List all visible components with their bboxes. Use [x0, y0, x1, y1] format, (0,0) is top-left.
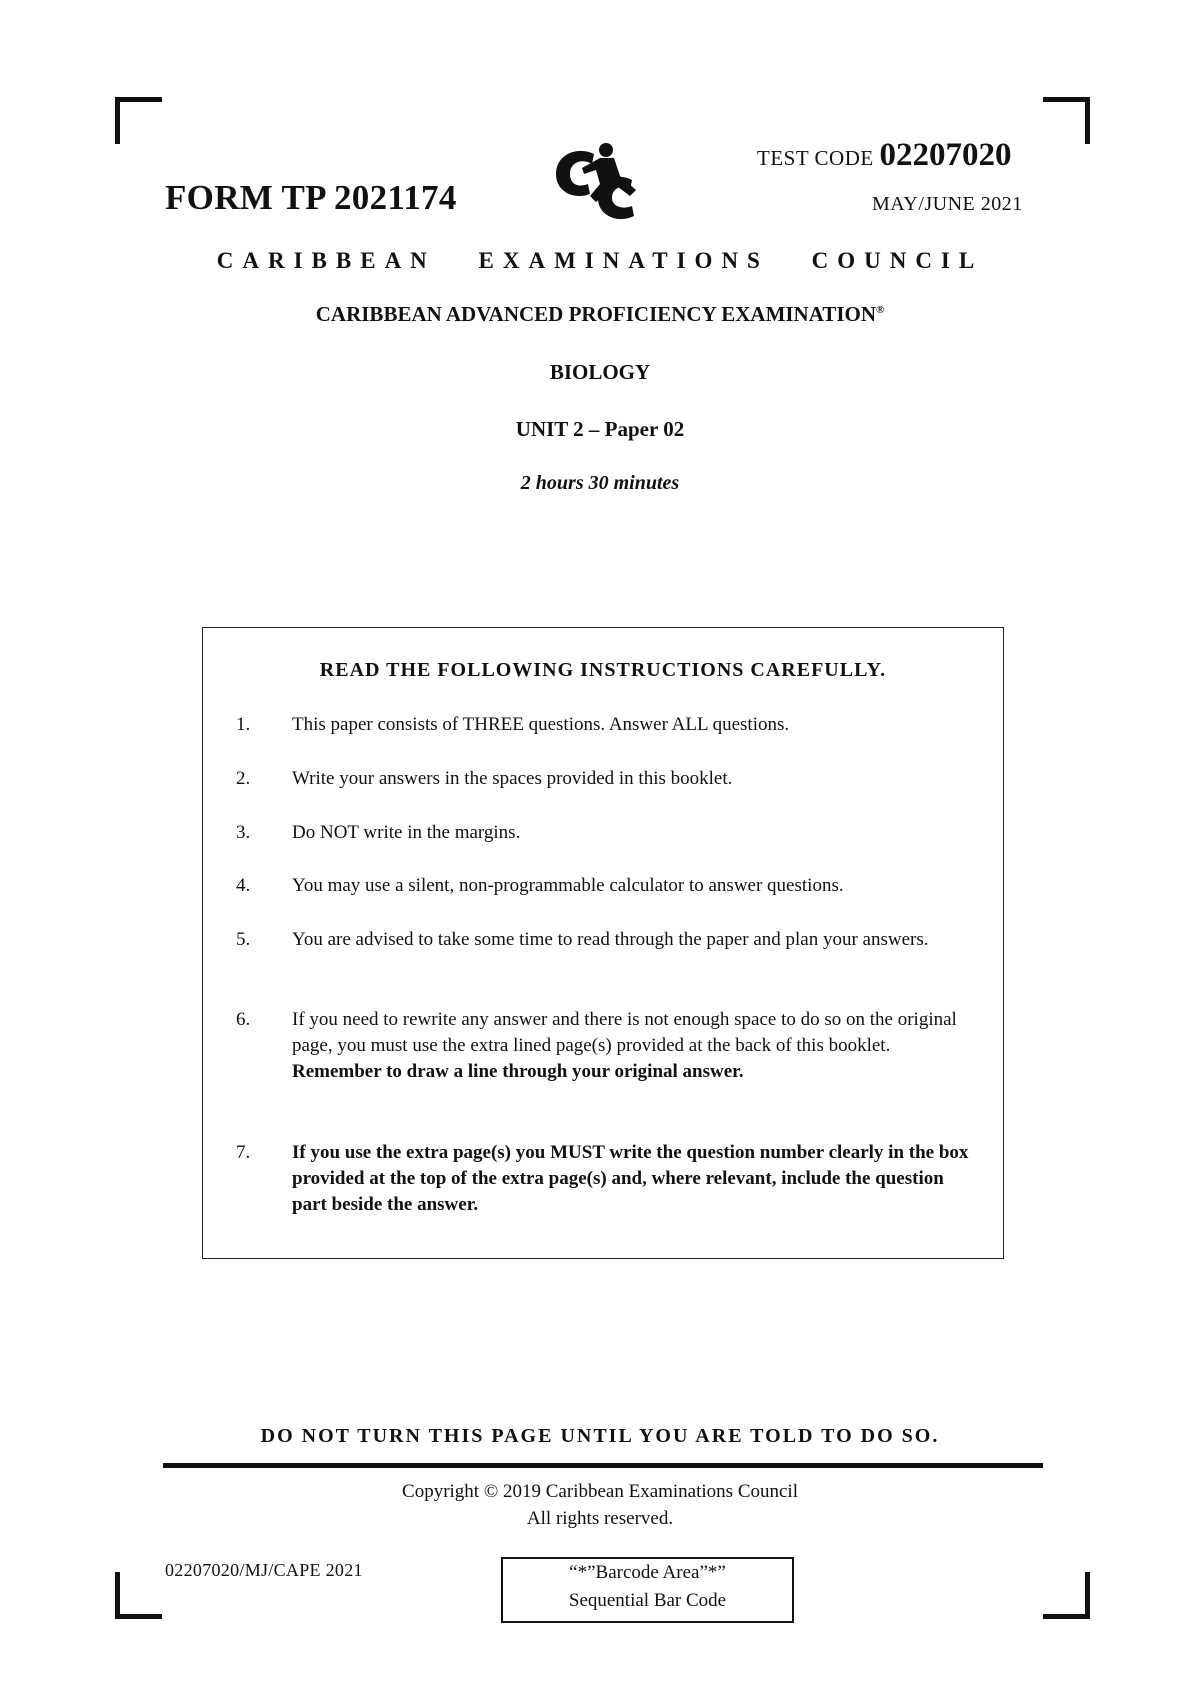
instruction-text: Do NOT write in the margins. [292, 822, 521, 843]
copyright-line: Copyright © 2019 Caribbean Examinations Council [402, 1481, 798, 1502]
barcode-area [501, 1557, 794, 1623]
paper-code: 02207020/MJ/CAPE 2021 [165, 1560, 363, 1580]
exam-session: MAY/JUNE 2021 [872, 193, 1023, 215]
instruction-number: 6. [236, 1009, 251, 1030]
instruction-text-bold: If you use the extra page(s) you MUST write the question number clearly in the box provided at the top of the extra page(s) and, where relevant, include the question part beside the answer. [292, 1142, 969, 1215]
instruction-item [236, 927, 976, 953]
instruction-item [236, 1007, 976, 1085]
unit-title: UNIT 2 – Paper 02 [515, 417, 685, 441]
instruction-text: You may use a silent, non-programmable calculator to answer questions. [292, 875, 844, 896]
exam-title [0, 302, 1200, 327]
rights-line: All rights reserved. [526, 1508, 674, 1529]
test-code [757, 137, 1011, 174]
instruction-item [236, 1140, 976, 1218]
instruction-item [236, 712, 976, 738]
instruction-item [236, 766, 976, 792]
do-not-turn-warning: DO NOT TURN THIS PAGE UNTIL YOU ARE TOLD TO DO SO. [260, 1425, 940, 1447]
council-name: CARIBBEAN EXAMINATIONS COUNCIL [216, 248, 984, 273]
instruction-number: 7. [236, 1142, 251, 1163]
registered-mark: ® [876, 304, 885, 316]
crop-mark-top-left [115, 97, 162, 144]
cxc-logo [548, 140, 660, 220]
crop-mark-top-right [1043, 97, 1090, 144]
instruction-number: 2. [236, 768, 251, 789]
instruction-item [236, 820, 976, 846]
test-code-value: 02207020 [879, 137, 1012, 173]
crop-mark-bottom-left [115, 1572, 162, 1619]
barcode-label: “*”Barcode Area”*” [569, 1562, 726, 1583]
exam-title-text: CARIBBEAN ADVANCED PROFICIENCY EXAMINATION [315, 302, 877, 326]
instruction-number: 3. [236, 822, 251, 843]
instructions-heading: READ THE FOLLOWING INSTRUCTIONS CAREFULLY. [319, 659, 887, 681]
duration: 2 hours 30 minutes [520, 472, 680, 494]
crop-mark-bottom-right [1043, 1572, 1090, 1619]
copyright [0, 1478, 1200, 1532]
sequential-bar-code-label: Sequential Bar Code [568, 1590, 727, 1611]
instruction-item [236, 873, 976, 899]
instruction-text-regular: If you need to rewrite any answer and there is not enough space to do so on the original page, you must use the extra lined page(s) provided at the back of this booklet. [292, 1009, 957, 1056]
instruction-text [292, 1007, 976, 1085]
test-code-label: TEST CODE [757, 146, 874, 170]
form-number: FORM TP 2021174 [165, 178, 457, 217]
instruction-number: 4. [236, 875, 251, 896]
instruction-text-bold: Remember to draw a line through your original answer. [292, 1061, 744, 1082]
instruction-text: Write your answers in the spaces provided in this booklet. [292, 768, 733, 789]
instruction-number: 1. [236, 714, 251, 735]
instruction-text: This paper consists of THREE questions. Answer ALL questions. [292, 714, 790, 735]
footer-divider [163, 1463, 1043, 1468]
instruction-number: 5. [236, 929, 251, 950]
instruction-text: You are advised to take some time to read through the paper and plan your answers. [292, 929, 929, 950]
subject-title: BIOLOGY [549, 360, 651, 384]
